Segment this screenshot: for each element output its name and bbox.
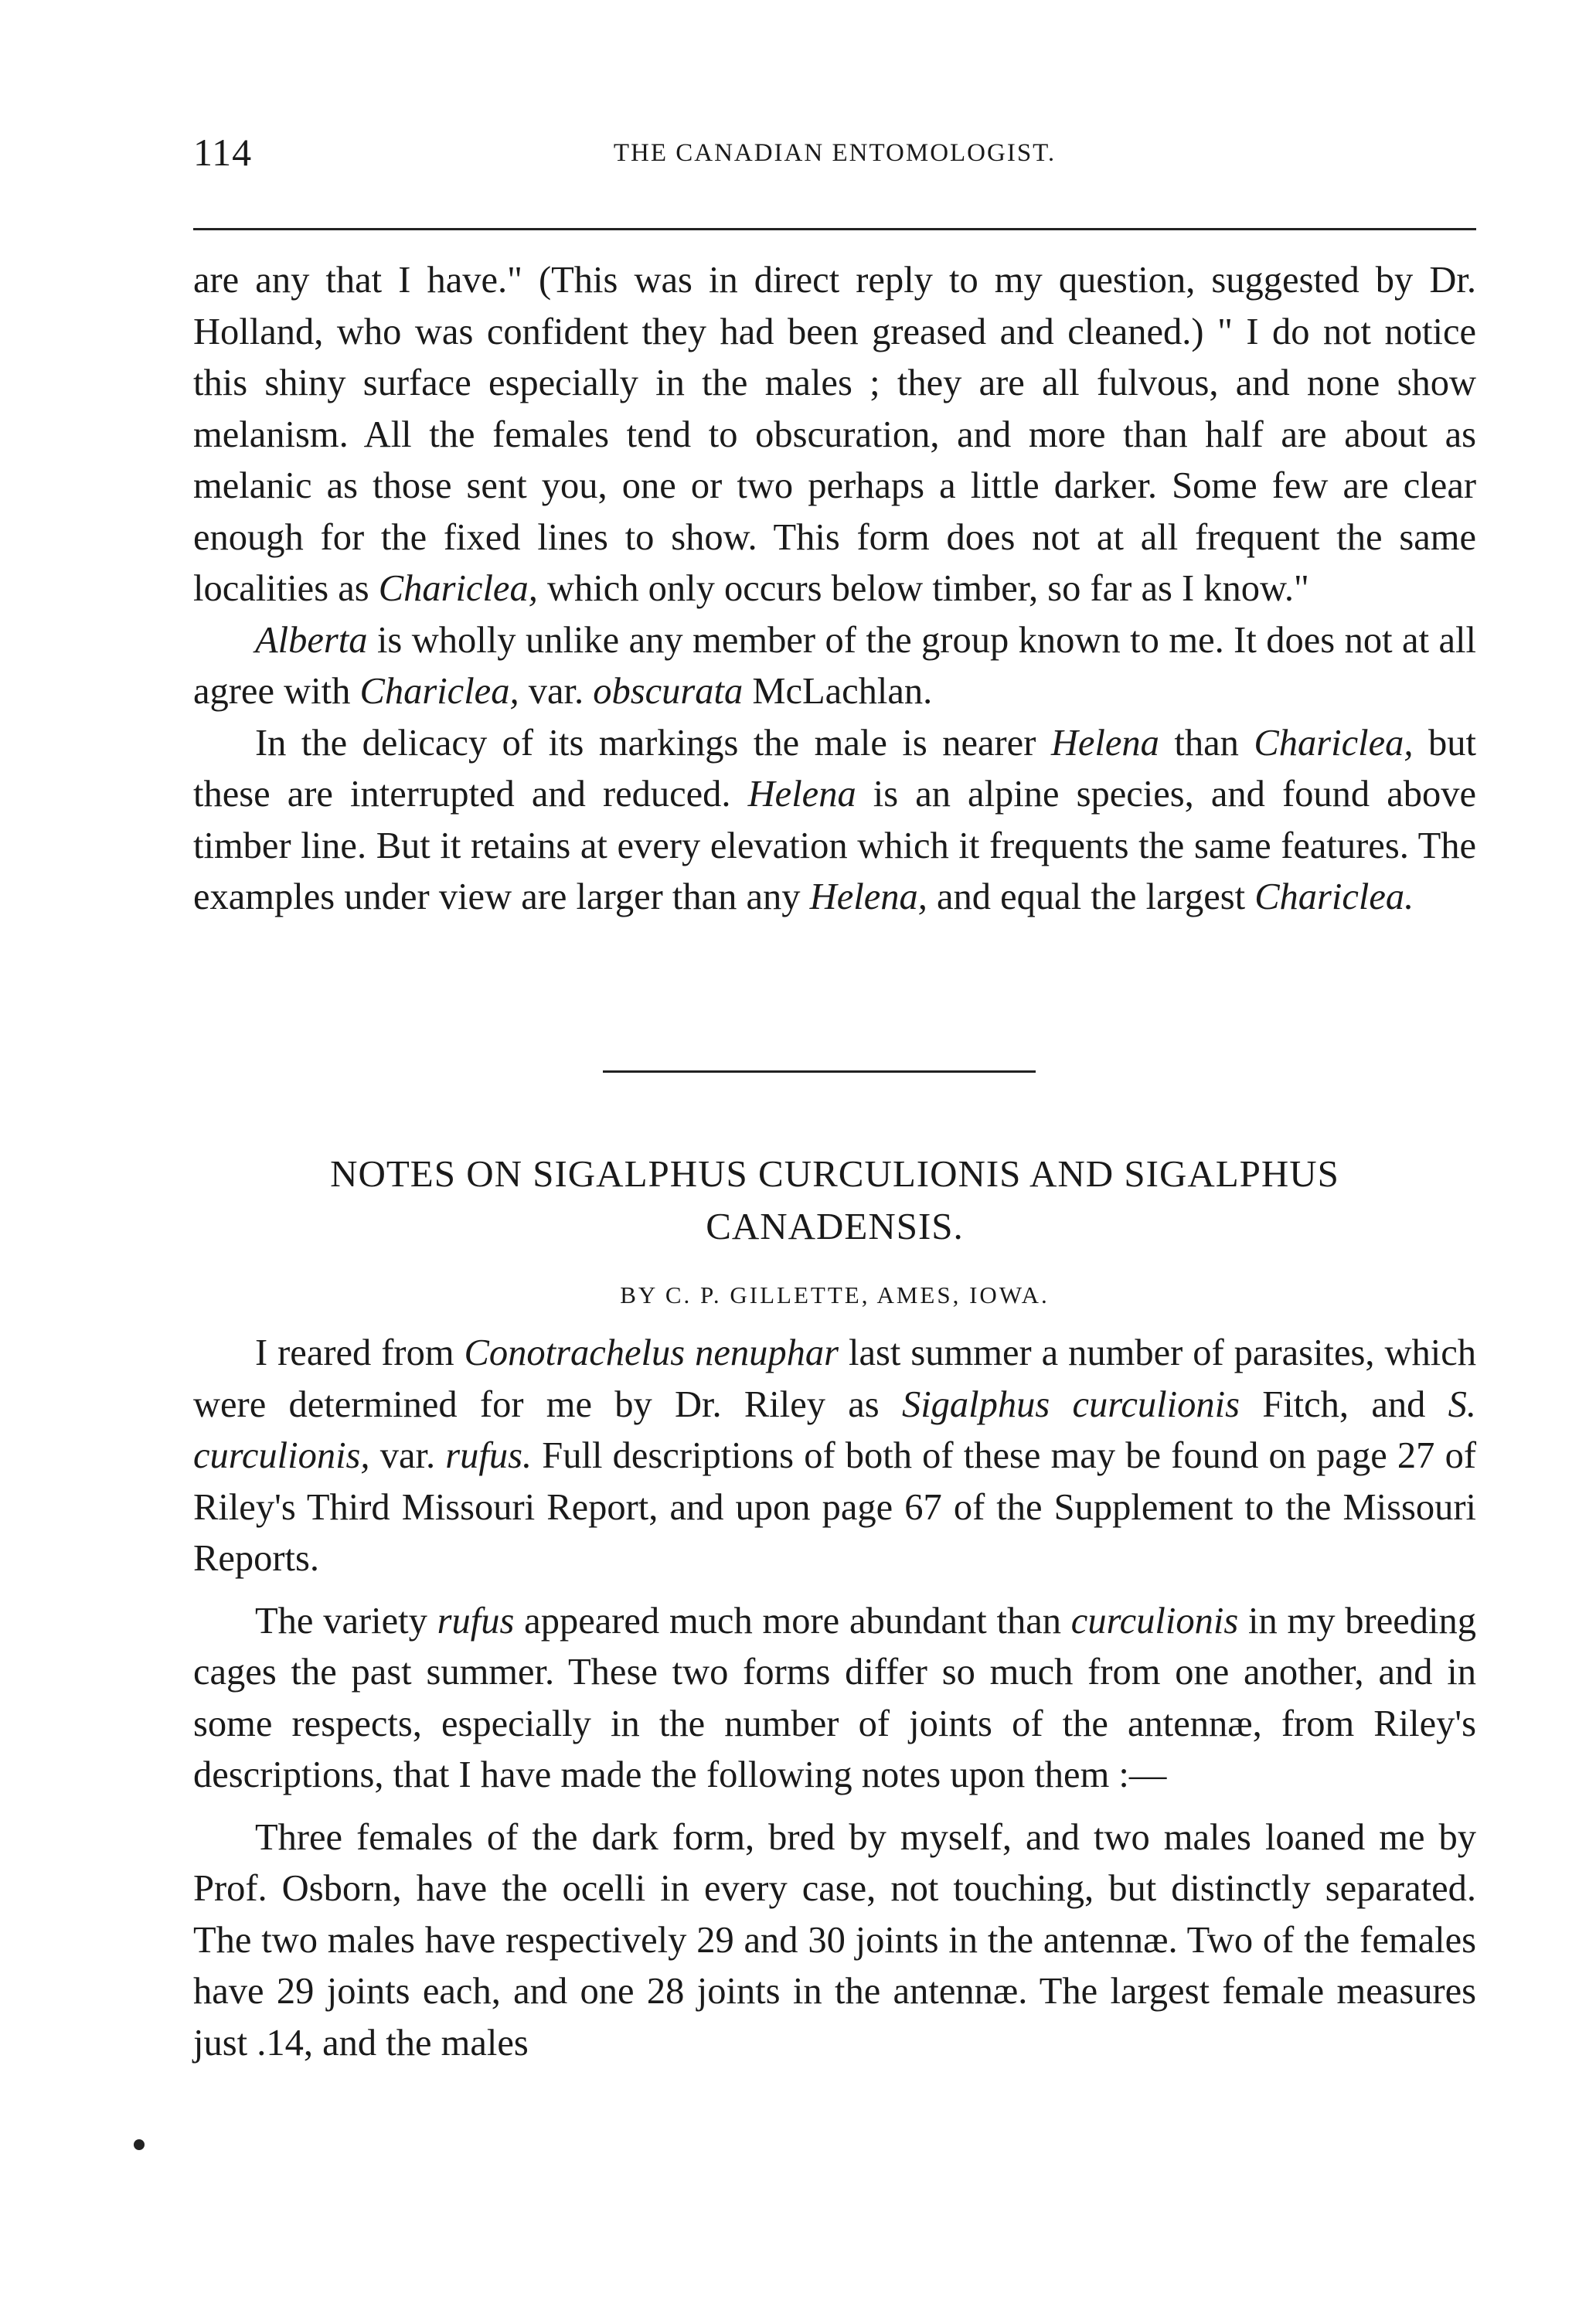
paragraph: are any that I have." (This was in direct reply to my question, suggested by Dr. Holland, who was confident they had been greased and cleaned.) " I do not notice this shiny surface especially in the males ; they are all fulvous, and none show melanism. All the females tend to obscuration, and more than half are about as melanic as those sent you, one or two perhaps a little darker. Some few are clear enough for the fixed lines to show. This form does not at all frequent the same localities as Chariclea, which only occurs below timber, so far as I know." [193,260,1476,609]
margin-mark [134,2139,145,2150]
paragraph: In the delicacy of its markings the male is nearer Helena than Chariclea, but these are interrupted and reduced. Helena is an alpine species, and found above timber line. But it retains at every elevation which it frequents the same features. The examples under view are larger than any Helena, and equal the largest Chariclea. [193,722,1476,917]
section-divider [603,1070,1036,1073]
article-title-line: CANADENSIS. [706,1205,964,1247]
paragraph: Three females of the dark form, bred by myself, and two males loaned me by Prof. Osborn, have the ocelli in every case, not touching, but distinctly separated. The two males have respectively 29 and 30 joints in the antennæ. Two of the females have 29 joints each, and one 28 joints in the antennæ. The largest female measures just .14, and the males [193,1816,1476,2064]
header-rule [193,228,1476,230]
article-body [193,1328,1476,2069]
article-byline: BY C. P. GILLETTE, AMES, IOWA. [620,1281,1050,1308]
paragraph: Alberta is wholly unlike any member of the group known to me. It does not at all agree with Chariclea, var. obscurata McLachlan. [193,619,1476,712]
paragraph: The variety rufus appeared much more abundant than curculionis in my breeding cages the past summer. These two forms differ so much from one another, and in some respects, especially in the number of joints of the antennæ, from Riley's descriptions, that I have made the following notes upon them :— [193,1600,1476,1795]
continued-article-text [193,255,1476,924]
paragraph: I reared from Conotrachelus nenuphar last summer a number of parasites, which were determined for me by Dr. Riley as Sigalphus curculionis Fitch, and S. curculionis, var. rufus. Full descriptions of both of these may be found on page 27 of Riley's Third Missouri Report, and upon page 67 of the Supplement to the Missouri Reports. [193,1332,1476,1579]
article-title-line: NOTES ON SIGALPHUS CURCULIONIS AND SIGALPHUS [330,1152,1339,1195]
running-title: THE CANADIAN ENTOMOLOGIST. [613,139,1057,167]
page-number: 114 [193,131,253,174]
running-header [193,130,1476,184]
article-title [193,1148,1476,1253]
